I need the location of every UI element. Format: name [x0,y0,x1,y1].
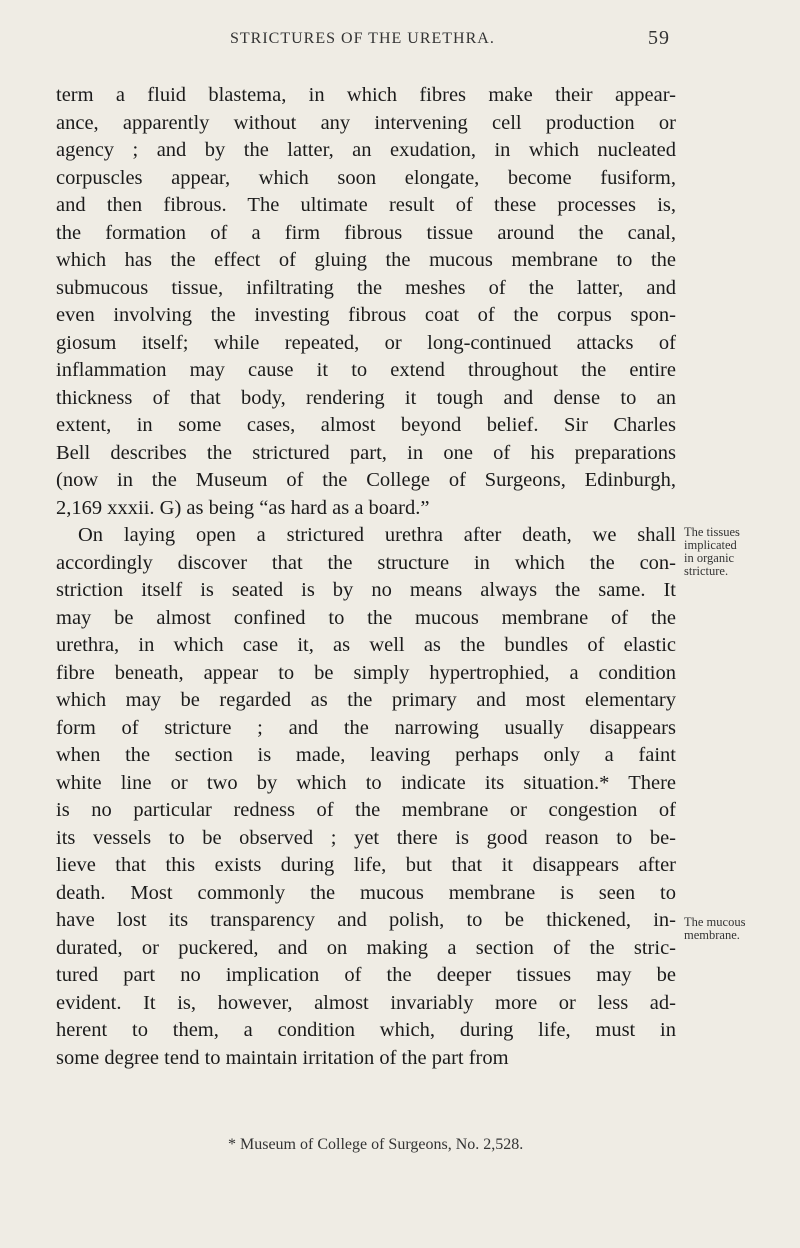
header-title: STRICTURES OF THE URETHRA. [230,30,495,47]
text-line: evident. It is, however, almost invariably more or less ad- [56,991,676,1014]
sidenote-line: in organic [684,551,735,565]
sidenote-tissues [684,526,800,578]
text-line: giosum itself; while repeated, or long-continued attacks of [56,331,676,354]
sidenote-line: implicated [684,538,737,552]
text-line: extent, in some cases, almost beyond belief. Sir Charles [56,414,676,436]
text-line: even involving the investing fibrous coat of the corpus spon- [56,304,676,326]
text-line: inflammation may cause it to extend throughout the entire [56,359,676,381]
text-line: submucous tissue, infiltrating the meshes of the latter, and [56,276,676,299]
text-line: death. Most commonly the mucous membrane is seen to [56,881,676,904]
text-line: corpuscles appear, which soon elongate, become fusiform, [56,166,676,189]
text-line: term a fluid blastema, in which fibres make their appear- [56,84,676,106]
text-line: lieve that this exists during life, but that it disappears after [56,854,676,876]
text-line: may be almost confined to the mucous membrane of the [56,606,676,629]
text-line: form of stricture ; and the narrowing usually disappears [56,716,676,739]
text-line: (now in the Museum of the College of Surgeons, Edinburgh, [56,469,676,491]
text-line: fibre beneath, appear to be simply hypertrophied, a condition [56,661,676,684]
text-line: durated, or puckered, and on making a section of the stric- [56,936,676,959]
text-line: the formation of a firm fibrous tissue around the canal, [56,221,676,244]
sidenote-line: The mucous [684,915,746,929]
sidenote-line: The tissues [684,525,740,539]
text-line: some degree tend to maintain irritation of the part from [56,1046,509,1069]
text-line: On laying open a strictured urethra after death, we shall [78,524,676,546]
text-line: striction itself is seated is by no means always the same. It [56,579,676,601]
text-line: 2,169 xxxii. G) as being “as hard as a board.” [56,496,430,519]
text-line: which may be regarded as the primary and most elementary [56,689,676,711]
text-line: when the section is made, leaving perhaps only a faint [56,744,676,766]
sidenote-line: membrane. [684,928,740,942]
body-text [56,82,676,1072]
text-line: Bell describes the strictured part, in one of his preparations [56,441,676,464]
text-line: agency ; and by the latter, an exudation, in which nucleated [56,139,676,161]
footnote: * Museum of College of Surgeons, No. 2,528. [228,1136,524,1153]
text-line: ance, apparently without any intervening cell production or [56,111,676,134]
sidenote-line: stricture. [684,564,729,578]
text-line: white line or two by which to indicate its situation.* There [56,771,676,794]
text-line: urethra, in which case it, as well as the bundles of elastic [56,634,676,656]
text-line: herent to them, a condition which, during life, must in [56,1019,676,1041]
text-line: is no particular redness of the membrane or congestion of [56,799,676,821]
text-line: thickness of that body, rendering it tough and dense to an [56,386,676,409]
text-line: which has the effect of gluing the mucous membrane to the [56,249,676,271]
text-line: and then fibrous. The ultimate result of these processes is, [56,194,676,216]
text-line: its vessels to be observed ; yet there is good reason to be- [56,826,676,849]
text-line: accordingly discover that the structure in which the con- [56,551,676,574]
page-number: 59 [648,27,670,49]
sidenote-mucous [684,916,800,942]
text-line: tured part no implication of the deeper tissues may be [56,964,676,986]
text-line: have lost its transparency and polish, to be thickened, in- [56,909,676,931]
